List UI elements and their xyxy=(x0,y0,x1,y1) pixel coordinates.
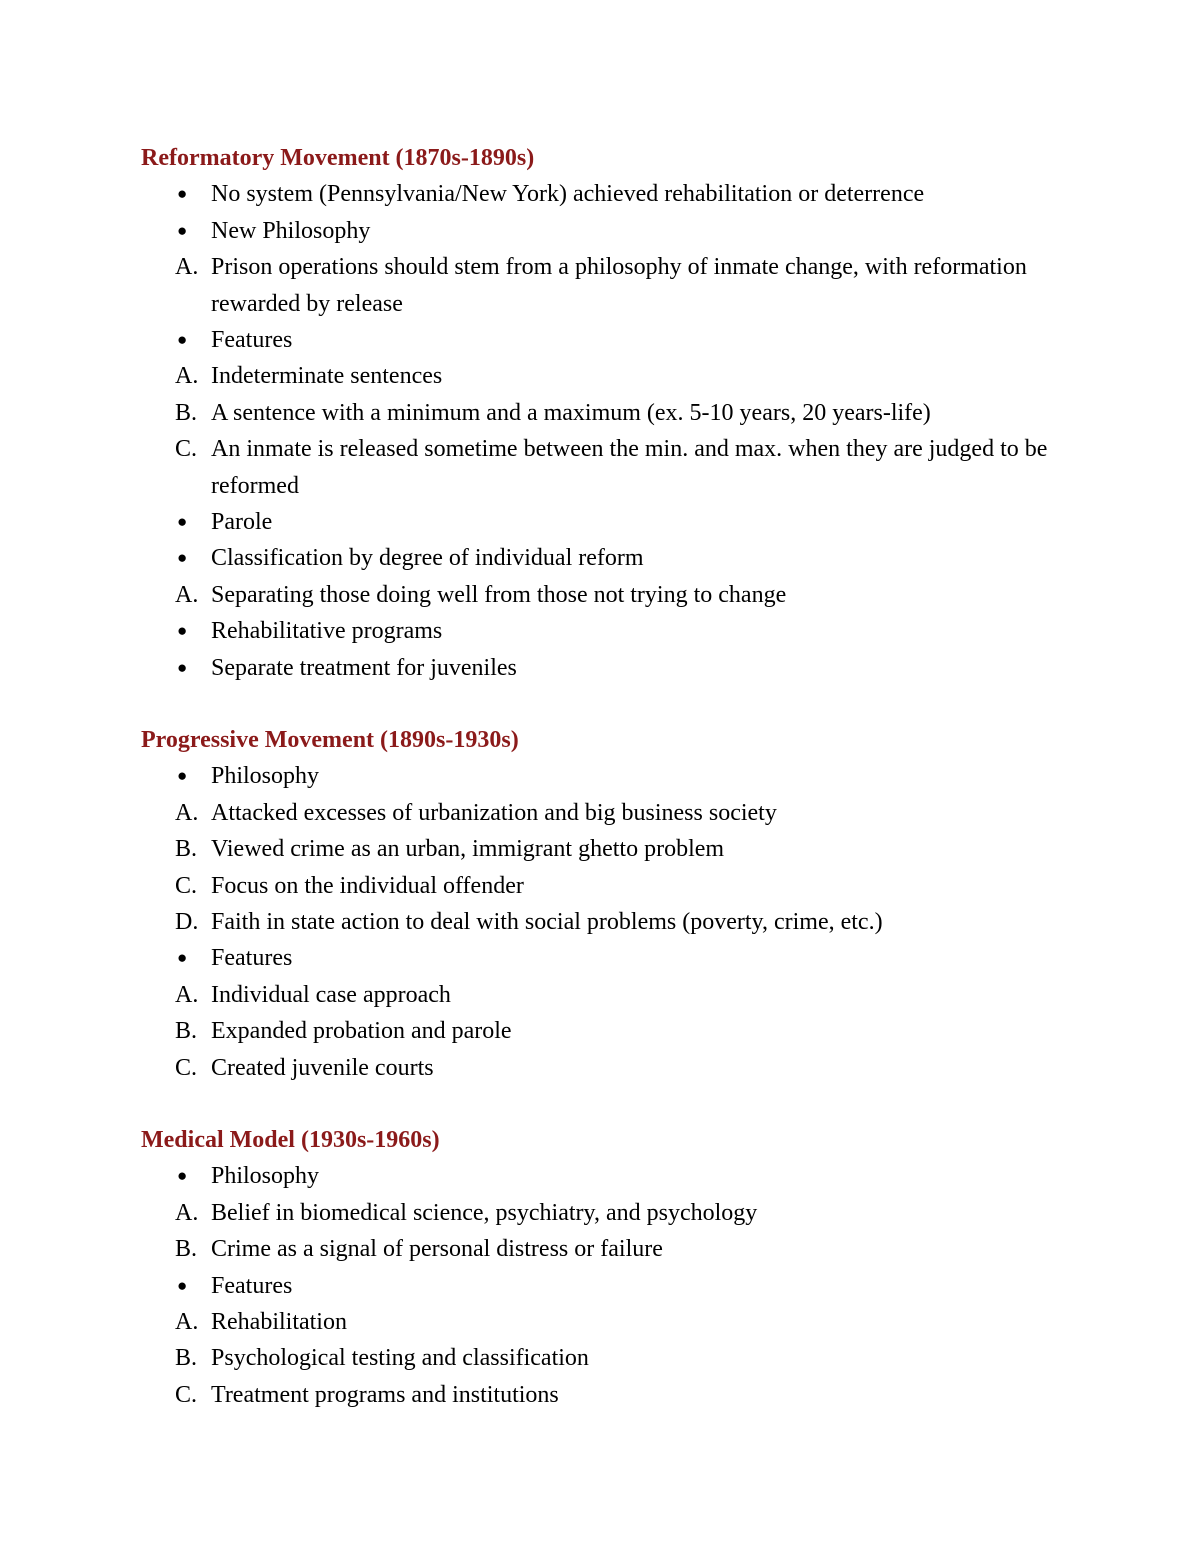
list-item xyxy=(141,540,1101,576)
list-item xyxy=(141,431,1101,504)
list-item-text: No system (Pennsylvania/New York) achieved rehabilitation or deterrence xyxy=(211,181,925,208)
list-item xyxy=(141,868,1101,904)
bullet-marker: ● xyxy=(177,184,188,204)
list-item-text: Prison operations should stem from a philosophy of inmate change, with reformation rewarded by release xyxy=(211,254,1027,317)
list-item xyxy=(141,1050,1101,1086)
bullet-marker: ● xyxy=(177,1275,188,1295)
list-item-text: Parole xyxy=(211,509,273,536)
list-item-text: New Philosophy xyxy=(211,217,371,244)
list-item-text: Features xyxy=(211,327,293,354)
list-item-text: Treatment programs and institutions xyxy=(211,1381,559,1408)
letter-marker: C. xyxy=(175,1381,198,1408)
section-heading: Reformatory Movement (1870s-1890s) xyxy=(141,145,535,171)
section-heading: Progressive Movement (1890s-1930s) xyxy=(141,727,519,753)
letter-marker: C. xyxy=(175,436,198,463)
letter-marker: A. xyxy=(175,981,199,1008)
section-progressive-movement xyxy=(141,722,1101,1086)
list-item-text: Viewed crime as an urban, immigrant ghetto problem xyxy=(211,836,725,863)
list-item-text: Features xyxy=(211,1272,293,1299)
list-item xyxy=(141,795,1101,831)
list-item xyxy=(141,249,1101,322)
list-item xyxy=(141,977,1101,1013)
list-item-text: Separate treatment for juveniles xyxy=(211,654,517,681)
letter-marker: C. xyxy=(175,1054,198,1081)
list-item xyxy=(141,904,1101,940)
list-item xyxy=(141,613,1101,649)
list-item-text: Features xyxy=(211,945,293,972)
letter-marker: B. xyxy=(175,399,198,426)
list-item-text: Belief in biomedical science, psychiatry, and psychology xyxy=(211,1199,758,1226)
list-item xyxy=(141,940,1101,976)
letter-marker: A. xyxy=(175,799,199,826)
letter-marker: A. xyxy=(175,363,199,390)
letter-marker: D. xyxy=(175,909,199,936)
list-item xyxy=(141,831,1101,867)
list-item xyxy=(141,358,1101,394)
section-medical-model xyxy=(141,1122,1101,1413)
letter-marker: A. xyxy=(175,1199,199,1226)
letter-marker: C. xyxy=(175,872,198,899)
bullet-marker: ● xyxy=(177,330,188,350)
list-item-text: An inmate is released sometime between the min. and max. when they are judged to be reformed xyxy=(211,436,1048,499)
list-item-text: Focus on the individual offender xyxy=(211,872,524,899)
list-item xyxy=(141,1231,1101,1267)
list-item xyxy=(141,322,1101,358)
bullet-marker: ● xyxy=(177,948,188,968)
list-item-text: Rehabilitation xyxy=(211,1309,347,1336)
list-item-text: A sentence with a minimum and a maximum (ex. 5-10 years, 20 years-life) xyxy=(211,399,931,426)
letter-marker: B. xyxy=(175,1236,198,1263)
list-item xyxy=(141,577,1101,613)
list-item xyxy=(141,1013,1101,1049)
letter-marker: A. xyxy=(175,254,199,281)
list-item-text: Separating those doing well from those not trying to change xyxy=(211,581,787,608)
list-item-text: Philosophy xyxy=(211,1163,320,1190)
list-item xyxy=(141,395,1101,431)
list-item xyxy=(141,758,1101,794)
bullet-marker: ● xyxy=(177,766,188,786)
bullet-marker: ● xyxy=(177,1166,188,1186)
bullet-marker: ● xyxy=(177,621,188,641)
letter-marker: B. xyxy=(175,1018,198,1045)
section-heading: Medical Model (1930s-1960s) xyxy=(141,1127,440,1153)
list-item xyxy=(141,1304,1101,1340)
list-item-text: Expanded probation and parole xyxy=(211,1018,512,1045)
list-item-text: Crime as a signal of personal distress or failure xyxy=(211,1236,663,1263)
bullet-marker: ● xyxy=(177,657,188,677)
list-item xyxy=(141,650,1101,686)
bullet-marker: ● xyxy=(177,512,188,532)
bullet-marker: ● xyxy=(177,548,188,568)
list-item xyxy=(141,176,1101,212)
letter-marker: A. xyxy=(175,1309,199,1336)
list-item-text: Individual case approach xyxy=(211,981,451,1008)
letter-marker: B. xyxy=(175,836,198,863)
list-item xyxy=(141,1268,1101,1304)
list-item-text: Attacked excesses of urbanization and big business society xyxy=(211,799,777,826)
list-item xyxy=(141,1377,1101,1413)
list-item-text: Faith in state action to deal with social problems (poverty, crime, etc.) xyxy=(211,909,883,936)
list-item xyxy=(141,504,1101,540)
list-item xyxy=(141,1195,1101,1231)
section-reformatory-movement xyxy=(141,140,1101,686)
list-item-text: Rehabilitative programs xyxy=(211,618,443,645)
bullet-marker: ● xyxy=(177,220,188,240)
list-item xyxy=(141,1158,1101,1194)
letter-marker: B. xyxy=(175,1345,198,1372)
list-item-text: Classification by degree of individual reform xyxy=(211,545,644,572)
list-item-text: Philosophy xyxy=(211,763,320,790)
list-item-text: Indeterminate sentences xyxy=(211,363,443,390)
letter-marker: A. xyxy=(175,581,199,608)
list-item xyxy=(141,1340,1101,1376)
list-item xyxy=(141,213,1101,249)
list-item-text: Psychological testing and classification xyxy=(211,1345,589,1372)
list-item-text: Created juvenile courts xyxy=(211,1054,434,1081)
